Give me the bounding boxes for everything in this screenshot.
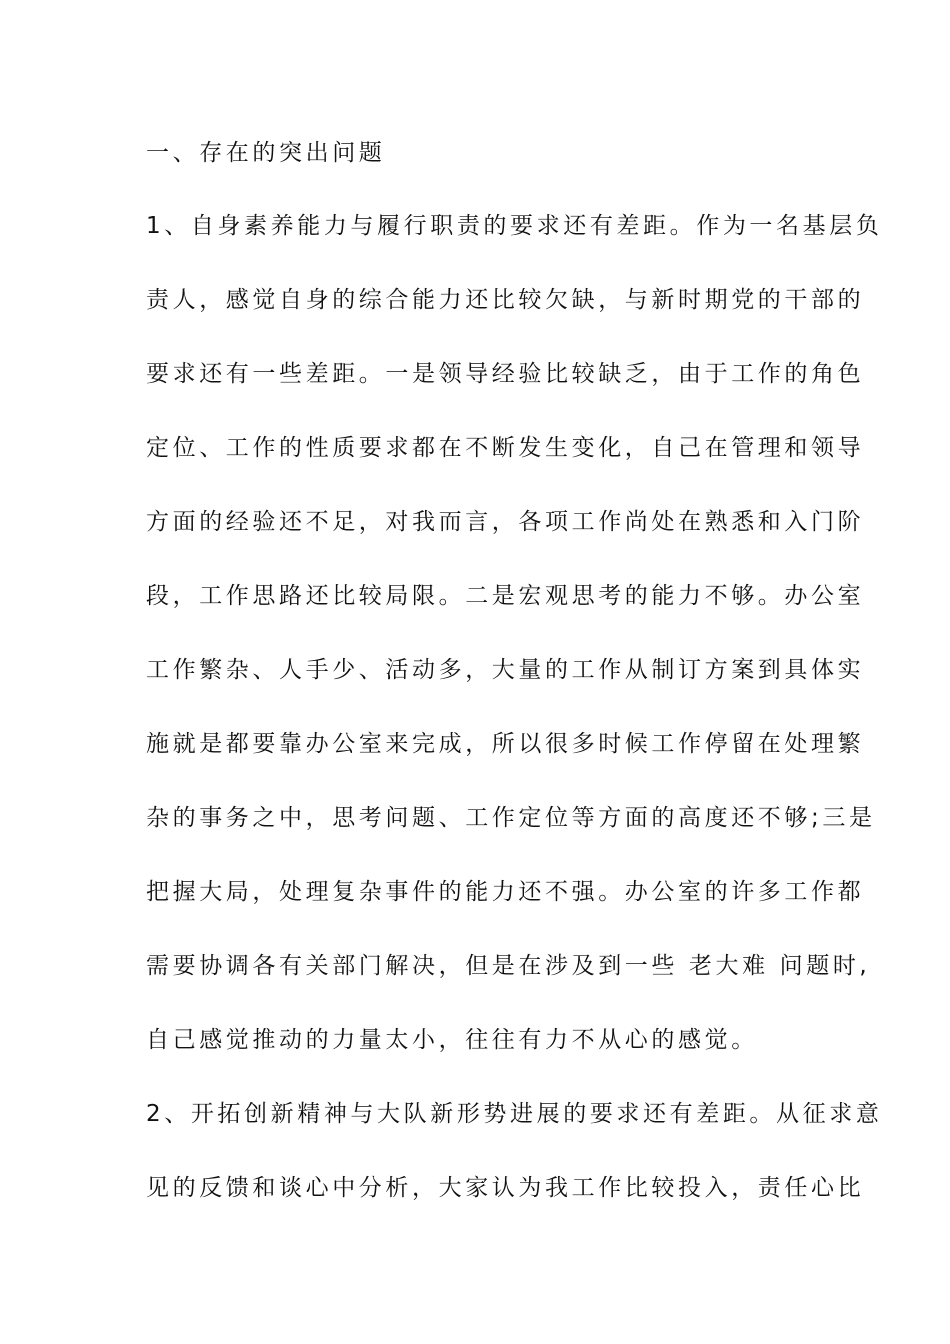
text-line: 把握大局，处理复杂事件的能力还不强。办公室的许多工作都: [146, 879, 865, 905]
text-line: 定位、工作的性质要求都在不断发生变化，自己在管理和领导: [146, 435, 865, 461]
section-heading: 一、存在的突出问题: [146, 140, 386, 166]
text-line: 2、开拓创新精神与大队新形势进展的要求还有差距。从征求意: [146, 1101, 883, 1127]
text-line: 方面的经验还不足，对我而言，各项工作尚处在熟悉和入门阶: [146, 509, 865, 535]
text-line: 段，工作思路还比较局限。二是宏观思考的能力不够。办公室: [146, 583, 865, 609]
text-line: 见的反馈和谈心中分析，大家认为我工作比较投入，责任心比: [146, 1175, 865, 1201]
text-line: 工作繁杂、人手少、活动多，大量的工作从制订方案到具体实: [146, 657, 865, 683]
text-line: 自己感觉推动的力量太小，往往有力不从心的感觉。: [146, 1027, 758, 1053]
text-line: 责人，感觉自身的综合能力还比较欠缺，与新时期党的干部的: [146, 287, 865, 313]
text-line: 需要协调各有关部门解决，但是在涉及到一些 老大难 问题时,: [146, 953, 871, 979]
text-line: 1、自身素养能力与履行职责的要求还有差距。作为一名基层负: [146, 213, 883, 239]
text-line: 杂的事务之中，思考问题、工作定位等方面的高度还不够;三是: [146, 805, 876, 831]
text-line: 施就是都要靠办公室来完成，所以很多时候工作停留在处理繁: [146, 731, 865, 757]
text-line: 要求还有一些差距。一是领导经验比较缺乏，由于工作的角色: [146, 361, 865, 387]
